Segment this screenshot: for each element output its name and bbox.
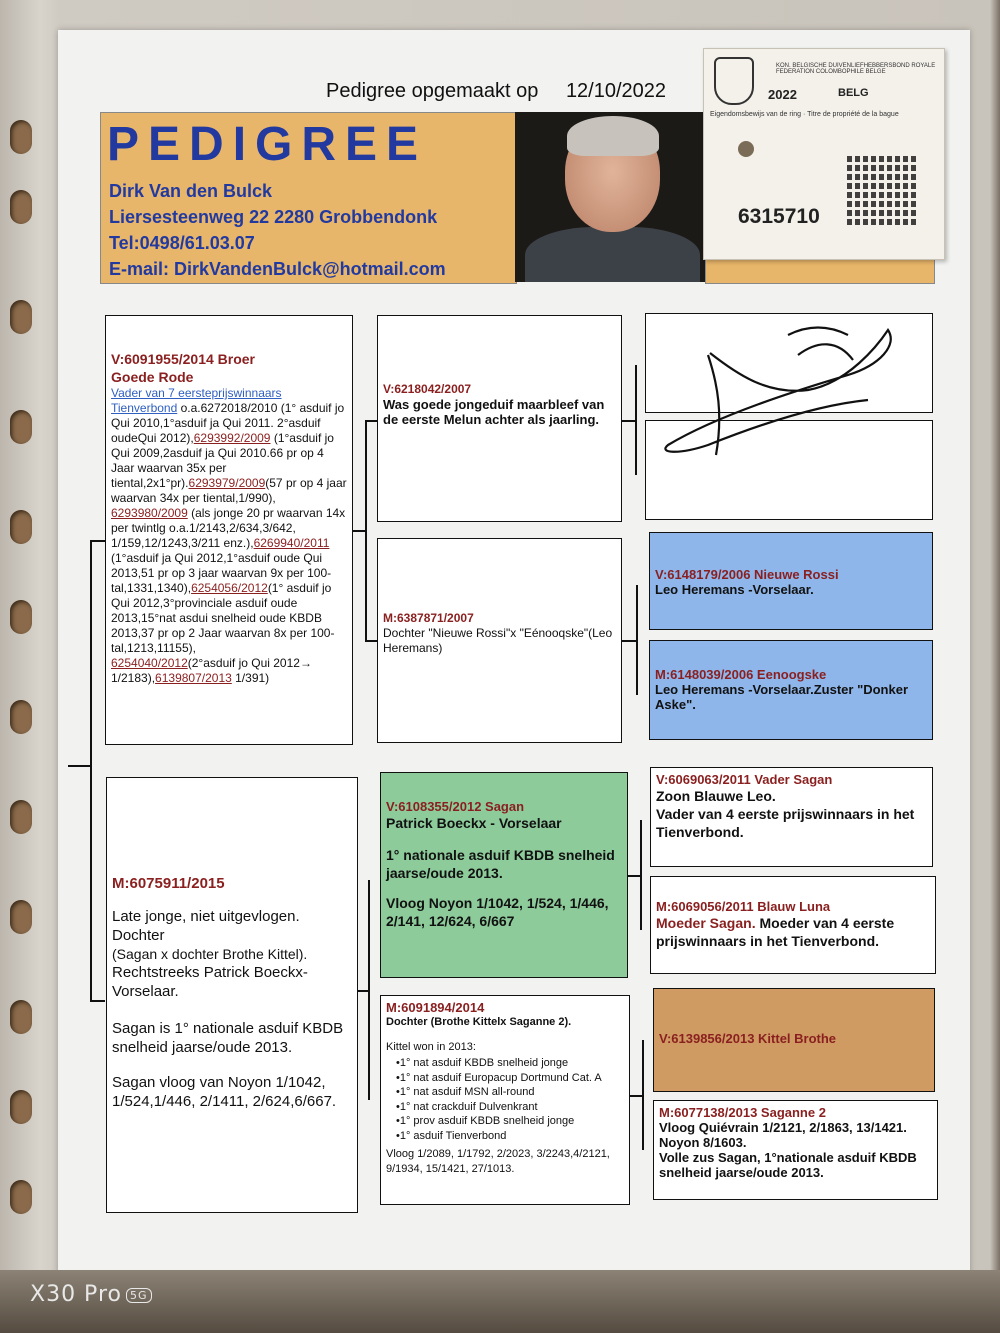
connector-line (628, 875, 640, 877)
sd-dam-text: Leo Heremans -Vorselaar.Zuster "Donker Aske". (655, 682, 909, 712)
dd-dam-text: Noyon 8/1603. (659, 1135, 747, 1150)
list-item: • 1° nat asduif Europacup Dortmund Cat. A (396, 1071, 624, 1086)
connector-line (90, 540, 92, 1000)
made-on-line (326, 80, 666, 103)
sire-sire-box (377, 315, 622, 522)
dam-dam-ring: M:6091894/2014 (386, 1000, 485, 1015)
dam-text: Dochter (112, 927, 165, 944)
list-item: • 1° prov asduif KBDB snelheid jonge (396, 1114, 624, 1129)
dam-sire-ring: V:6108355/2012 Sagan (386, 799, 525, 814)
camera-model: X30 Pro (30, 1282, 122, 1307)
ring-org: KON. BELGISCHE DUIVENLIEFHEBBERSBOND ROYALE FEDERATION COLOMBOPHILE BELGE (776, 63, 936, 75)
binder-hole (10, 410, 32, 444)
connector-line (68, 765, 90, 767)
binder-hole (10, 900, 32, 934)
offspring-ring-link[interactable]: 6139807/2013 (155, 671, 232, 685)
dd-dam-text: Volle zus Sagan, 1°nationale asduif KBDB snelheid jaarse/oude 2013. (659, 1150, 917, 1180)
dam-text: Vorselaar. (112, 983, 179, 1000)
sire-text: (2°asduif jo Qui 2012→ 1/2183), (111, 656, 312, 685)
sire-dam-ring: M:6387871/2007 (383, 611, 474, 625)
sire-text: (1° asduif jo Qui 2012,3°provinciale asduif oude 2013,15°nat asdui snelheid oude KBDB 2013,37 pr op 2 Jaar waarvan 8x per 100-tal,1213,11155), (111, 581, 335, 655)
dam-text: (Sagan x dochter Brothe Kittel). (112, 946, 308, 962)
ds-dam-red-text: Moeder Sagan. (656, 915, 756, 931)
ring-number: 6315710 (738, 205, 820, 228)
binder-hole (10, 120, 32, 154)
pedigree-header (100, 112, 517, 284)
dam-dam-text: Vloog 1/2089, 1/1792, 2/2023, 3/2243,4/2121, 9/1934, 15/1421, 27/1013. (386, 1148, 610, 1175)
sd-sire-box (649, 532, 933, 630)
sire-sire-text: Was goede jongeduif maarbleef van de eerste Melun achter als jaarling. (383, 397, 605, 427)
sire-text: (1°asduif jo Qui 2009,2asduif ja Qui 2010.66 pr op 4 Jaar waarvan 35x per tiental,2x1°pr). (111, 431, 334, 490)
sire-text: (1°asduif ja Qui 2012,1°asduif oude Qui 2013,51 pr op 3 jaar waarvan 9x per 100-tal,1331,1340), (111, 551, 332, 595)
kbdb-logo-icon (714, 57, 754, 105)
dd-sire-box (653, 988, 935, 1092)
sire-box (105, 315, 353, 745)
kittel-wins-list (386, 1056, 624, 1143)
connector-line (365, 640, 377, 642)
sire-text: o.a.6272018/2010 (1° asduif jo Qui 2010,1°asduif ja Qui 2011. 2°asduif oudeQui 2012), (111, 401, 345, 445)
connector-line (352, 530, 365, 532)
connector-line (368, 880, 370, 1100)
dam-box (106, 777, 358, 1213)
dam-text: Late jonge, niet uitgevlogen. (112, 908, 300, 925)
ring-year: 2022 (768, 87, 797, 102)
owner-address: Liersesteenweg 22 2280 Grobbendonk (109, 207, 438, 227)
connector-line (640, 820, 642, 930)
connector-line (90, 540, 105, 542)
sd-dam-ring: M:6148039/2006 Eenoogske (655, 667, 827, 682)
connector-line (622, 640, 636, 642)
binder-hole (10, 190, 32, 224)
connector-line (630, 1095, 642, 1097)
list-item: • 1° nat asduif KBDB snelheid jonge (396, 1056, 624, 1071)
binder-hole (10, 800, 32, 834)
binder-hole (10, 1000, 32, 1034)
dam-sire-text: Vloog Noyon 1/1042, 1/524, 1/446, 2/141, 12/624, 6/667 (386, 895, 609, 929)
sire-note-link[interactable]: Tienverbond (111, 401, 178, 415)
dam-dam-box (380, 995, 630, 1205)
dd-sire-ring: V:6139856/2013 Kittel Brothe (659, 1031, 837, 1046)
dd-dam-text: Vloog Quiévrain 1/2121, 2/1863, 13/1421. (659, 1120, 907, 1135)
ring-country: BELG (838, 87, 869, 99)
dd-dam-ring: M:6077138/2013 Saganne 2 (659, 1105, 826, 1120)
ds-sire-box (650, 767, 933, 867)
owner-phone: Tel:0498/61.03.07 (109, 233, 255, 253)
offspring-ring-link[interactable]: 6254040/2012 (111, 656, 188, 670)
sire-note-link[interactable]: Vader van 7 eersteprijswinnaars (111, 386, 282, 400)
dam-dam-text: Kittel won in 2013: (386, 1040, 476, 1053)
sd-sire-ring: V:6148179/2006 Nieuwe Rossi (655, 567, 839, 582)
offspring-ring-link[interactable]: 6293979/2009 (188, 476, 266, 490)
sire-dam-text: Dochter "Nieuwe Rossi"x "Eénooqske"(Leo Heremans) (383, 626, 613, 655)
ds-dam-ring: M:6069056/2011 Blauw Luna (656, 899, 831, 914)
ds-sire-ring: V:6069063/2011 Vader Sagan (656, 772, 833, 787)
ds-dam-text: Moeder van 4 eerste prijswinnaars in het Tienverbond. (656, 915, 895, 949)
camera-badge: 5G (126, 1288, 152, 1303)
binder-hole (10, 600, 32, 634)
dam-dam-text: Dochter (Brothe Kittelx Saganne 2). (386, 1016, 572, 1028)
offspring-ring-link[interactable]: 6293980/2009 (111, 506, 188, 520)
sire-text: 1/391) (231, 671, 270, 685)
header-title: PEDIGREE (107, 118, 428, 171)
ring-ownership-text: Eigendomsbewijs van de ring · Titre de propriété de la bague (710, 111, 899, 118)
list-item: • 1° nat asduif MSN all-round (396, 1085, 624, 1100)
dd-dam-box (653, 1100, 938, 1200)
made-on-label: Pedigree opgemaakt op (326, 80, 539, 102)
connector-line (365, 420, 367, 640)
binder-hole (10, 510, 32, 544)
connector-line (365, 420, 377, 422)
dam-text: Sagan vloog van Noyon 1/1042, 1/524,1/446, 2/1411, 2/624,6/667. (112, 1074, 337, 1110)
sire-sire-ring: V:6218042/2007 (383, 382, 472, 396)
list-item: • 1° asduif Tienverbond (396, 1129, 624, 1144)
connector-line (622, 420, 635, 422)
ring-ownership-card (703, 48, 945, 260)
sire-ring: V:6091955/2014 Broer (111, 351, 255, 367)
sire-text: (57 pr op 4 jaar waarvan 34x per tiental,1/990), (111, 476, 347, 505)
binder-hole (10, 1180, 32, 1214)
card-hole (738, 141, 754, 157)
ds-sire-text: Zoon Blauwe Leo. (656, 788, 776, 804)
binder-hole (10, 700, 32, 734)
offspring-ring-link[interactable]: 6269940/2011 (253, 536, 330, 550)
list-item: • 1° nat crackduif Dulvenkrant (396, 1100, 624, 1115)
dam-ring: M:6075911/2015 (112, 875, 225, 892)
owner-photo (515, 112, 705, 282)
connector-line (90, 1000, 105, 1002)
binder-hole (10, 300, 32, 334)
owner-email: E-mail: DirkVandenBulck@hotmail.com (109, 259, 446, 279)
ds-dam-box (650, 876, 936, 974)
camera-watermark (30, 1282, 152, 1307)
dam-text: Rechtstreeks Patrick Boeckx- (112, 964, 308, 981)
dam-sire-box (380, 772, 628, 978)
sire-name: Goede Rode (111, 369, 194, 385)
sd-dam-box (649, 640, 933, 740)
dam-sire-text: 1° nationale asduif KBDB snelheid jaarse/oude 2013. (386, 847, 615, 881)
binder-hole (10, 1090, 32, 1124)
sire-text: (als jonge 20 pr waarvan 14x per twintlg o.a.1/2143,2/634,3/642, 1/159,12/1243,3/211 enz.), (111, 506, 346, 550)
dam-text: Sagan is 1° nationale asduif KBDB snelheid jaarse/oude 2013. (112, 1020, 344, 1056)
sire-dam-box (377, 538, 622, 743)
connector-line (636, 585, 638, 695)
connector-line (635, 365, 637, 475)
dam-sire-owner: Patrick Boeckx - Vorselaar (386, 815, 562, 831)
signature (648, 305, 908, 475)
ds-sire-text: Vader van 4 eerste prijswinnaars in het Tienverbond. (656, 806, 915, 840)
offspring-ring-link[interactable]: 6254056/2012 (191, 581, 268, 595)
owner-name: Dirk Van den Bulck (109, 181, 273, 201)
sd-sire-text: Leo Heremans -Vorselaar. (655, 582, 814, 597)
connector-line (642, 1040, 644, 1150)
made-on-date: 12/10/2022 (565, 80, 667, 102)
offspring-ring-link[interactable]: 6293992/2009 (193, 431, 271, 445)
